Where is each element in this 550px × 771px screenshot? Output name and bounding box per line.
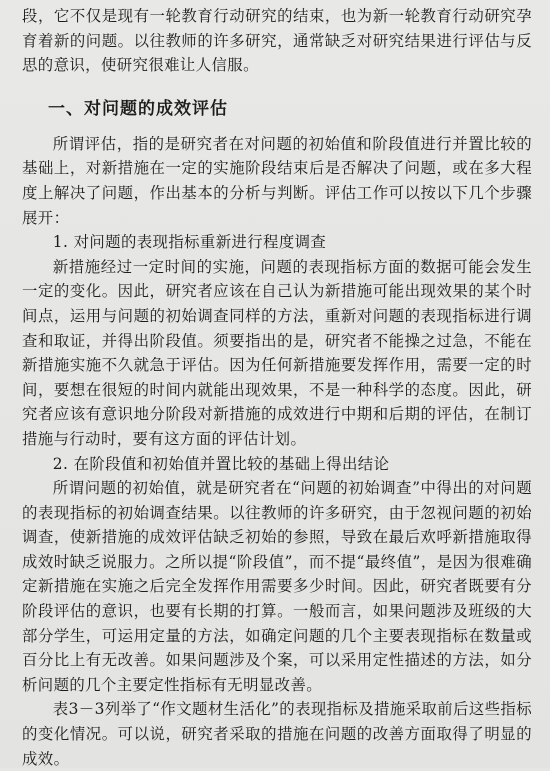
intro-paragraph: 段，它不仅是现有一轮教育行动研究的结束，也为新一轮教育行动研究孕育着新的问题。以往教师的许多研究，通常缺乏对研究结果进行评估与反思的意识，使研究很难让人信服。	[22, 7, 532, 75]
step-1-title: 1. 对问题的表现指标重新进行程度调查	[52, 233, 327, 252]
section-heading: 一、对问题的成效评估	[48, 98, 228, 119]
closing-paragraph: 表3－3列举了“作文题材生活化”的表现指标及措施采取前后这些指标的变化情况。可以说，研究者采取的措施在问题的改善方面取得了明显的成效。	[22, 700, 532, 768]
section-intro-paragraph: 所谓评估，指的是研究者在对问题的初始值和阶段值进行并置比较的基础上，对新措施在一定的实施阶段结束后是否解决了问题，或在多大程度上解决了问题，作出基本的分析与判断。评估工作可以按以下几个步骤展开：	[22, 134, 532, 227]
step-2-body: 所谓问题的初始值，就是研究者在“问题的初始调查”中得出的对问题的表现指标的初始调查结果。以往教师的许多研究，由于忽视问题的初始调查，使新措施的成效评估缺乏初始的参照，导致在最后欢呼新措施取得成效时缺乏说服力。之所以提“阶段值”，而不提“最终值”，是因为很难确定新措施在实施之后完全发挥作用需要多少时间。因此，研究者既要有分阶段评估的意识，也要有长期的打算。一般而言，如果问题涉及班级的大部分学生，可运用定量的方法，如确定问题的几个主要表现指标在数量或百分比上有无改善。如果问题涉及个案，可以采用定性描述的方法，如分析问题的几个主要定性指标有无明显改善。	[22, 479, 532, 694]
step-2-title: 2. 在阶段值和初始值并置比较的基础上得出结论	[52, 454, 390, 473]
step-1-body: 新措施经过一定时间的实施，问题的表现指标方面的数据可能会发生一定的变化。因此，研究者应该在自己认为新措施可能出现效果的某个时间点，运用与问题的初始调查同样的方法，重新对问题的表现指标进行调查和取证，并得出阶段值。须要指出的是，研究者不能操之过急，不能在新措施实施不久就急于评估。因为任何新措施要发挥作用，需要一定的时间，要想在很短的时间内就能出现效果，不是一种科学的态度。因此，研究者应该有意识地分阶段对新措施的成效进行中期和后期的评估，在制订措施与行动时，要有这方面的评估计划。	[22, 257, 532, 448]
